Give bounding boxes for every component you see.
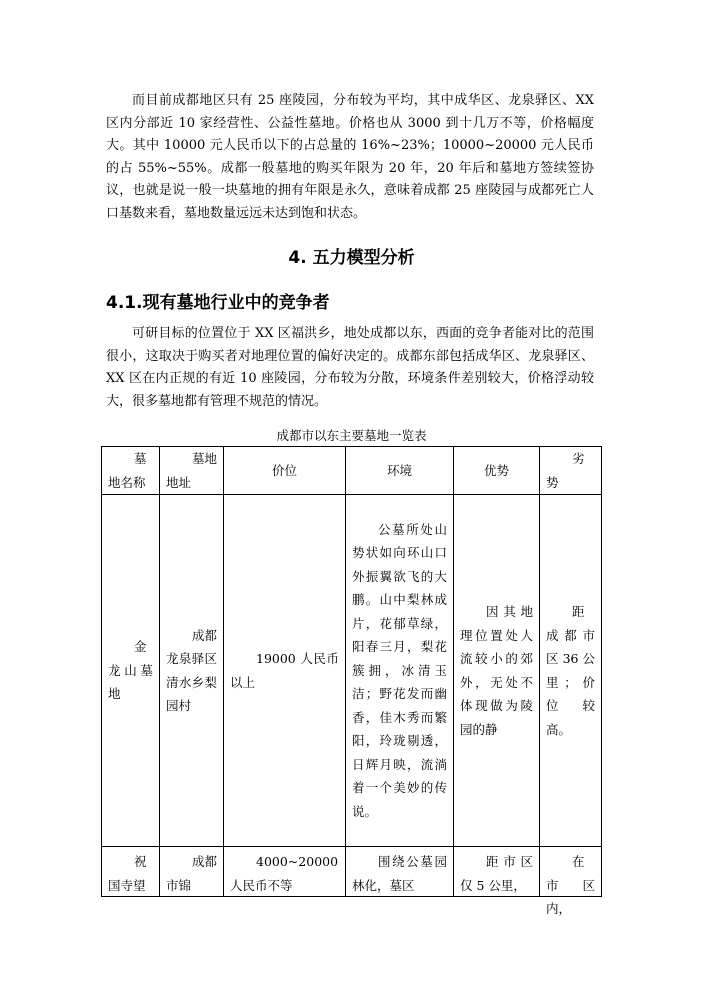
table-row — [102, 847, 602, 897]
cemetery-table — [101, 446, 602, 916]
cell-address: 成都龙泉驿区清水乡梨园村 — [160, 495, 224, 847]
cell-name: 金龙山墓地 — [102, 495, 160, 847]
cell-advantage: 距市区仅 5 公里， — [454, 847, 540, 897]
cell-environment: 公墓所处山势状如向环山口外振翼欲飞的大鹏。山中梨林成片，花郁草绿，阳春三月，梨花簇拥，冰清玉洁；野花发而幽香，佳木秀而繁阳，玲珑剔透，日辉月映，流淌着一个美妙的传说。 — [346, 495, 454, 847]
subsection-title: 4.1.现有墓地行业中的竞争者 — [106, 293, 330, 313]
cell-disadvantage: 在市区内， — [540, 847, 602, 897]
header-price: 价位 — [224, 447, 346, 495]
intro-paragraph: 而目前成都地区只有 25 座陵园，分布较为平均，其中成华区、龙泉驿区、XX 区内分部近 10 家经营性、公益性墓地。价格也从 3000 到十几万不等，价格幅度大。其中 10000 元人民币以下的占总量的 16%~23%；10000~20000 元人民币的占 55%~55%。成都一般墓地的购买年限为 20 年，20 年后和墓地方签续签协议，也就是说一般一块墓地的拥有年限是永久，意味着成都 25 座陵园与成都死亡人口基数来看，墓地数量远远未达到饱和状态。 — [106, 93, 594, 221]
header-address: 墓地地址 — [160, 447, 224, 495]
cell-advantage: 因其地理位置处人流较小的郊外，无处不体现做为陵园的静 — [454, 495, 540, 847]
header-name: 墓地名称 — [102, 447, 160, 495]
header-environment: 环境 — [346, 447, 454, 495]
cell-price: 4000~20000 人民币不等 — [224, 847, 346, 897]
section-title: 4. 五力模型分析 — [288, 248, 415, 268]
table-caption: 成都市以东主要墓地一览表 — [276, 428, 427, 443]
table-header-row — [102, 447, 602, 495]
cell-address: 成都市锦 — [160, 847, 224, 897]
cell-disadvantage: 距成都市区 36 公里；价位较高。 — [540, 495, 602, 847]
table-row — [102, 495, 602, 847]
header-advantage: 优势 — [454, 447, 540, 495]
subsection-paragraph: 可研目标的位置位于 XX 区福洪乡，地处成都以东，西面的竞争者能对比的范围很小，这取决于购买者对地理位置的偏好决定的。成都东部包括成华区、龙泉驿区、XX 区在内正规的有近 10 座陵园，分布较为分散，环境条件差别较大，价格浮动较大，很多墓地都有管理不规范的情况。 — [106, 326, 594, 409]
cell-name: 祝国寺望 — [102, 847, 160, 897]
header-disadvantage: 劣势 — [540, 447, 602, 495]
cell-environment: 围绕公墓园林化，墓区 — [346, 847, 454, 897]
cell-price: 19000 人民币以上 — [224, 495, 346, 847]
